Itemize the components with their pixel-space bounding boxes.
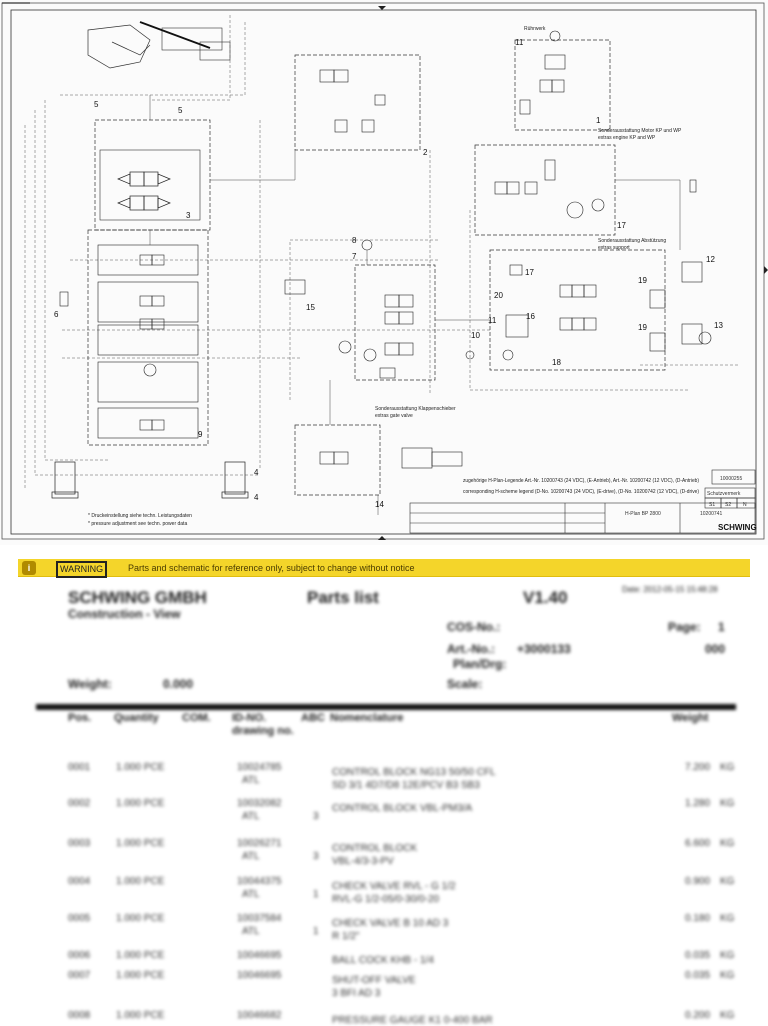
row-nomenclature-2: 3 BFI AD 3 bbox=[332, 988, 381, 999]
row-nomenclature: CHECK VALVE B 10 AD 3 bbox=[332, 918, 449, 929]
title-n: N bbox=[743, 502, 747, 508]
row-id-no: 10026271 bbox=[237, 838, 282, 849]
component-number: 17 bbox=[617, 221, 626, 230]
note-motor-kp: Sonderausstattung Motor KP und WP bbox=[598, 128, 682, 134]
page-marker-icon bbox=[378, 6, 386, 10]
row-pos: 0004 bbox=[68, 876, 91, 887]
component-number: 13 bbox=[714, 321, 723, 330]
note-abstuetzung-en: extras support bbox=[598, 245, 630, 251]
note-legend-en: corresponding H-scheme legend (D-No. 10200743 (24 VDC), (E-drive), (D-No. 10200742 (12 VDC), (D-drive) bbox=[463, 489, 700, 495]
row-weight: 0.200 bbox=[685, 1010, 711, 1021]
row-id-no: 10032082 bbox=[237, 798, 282, 809]
col-drawing-no: drawing no. bbox=[232, 725, 294, 737]
title-s1: S1 bbox=[709, 502, 716, 508]
row-weight: 1.280 bbox=[685, 798, 711, 809]
title-s2: S2 bbox=[725, 502, 732, 508]
row-nomenclature: CONTROL BLOCK NG13 50/50 CFL bbox=[332, 767, 496, 778]
row-abc: 3 bbox=[313, 811, 319, 822]
row-pos: 0006 bbox=[68, 950, 91, 961]
note-klappenschieber-en: extras gate valve bbox=[375, 413, 413, 419]
row-nomenclature-2: R 1/2" bbox=[332, 931, 360, 942]
row-weight-unit: KG bbox=[720, 838, 735, 849]
page-value: 1 bbox=[718, 620, 725, 634]
header-divider bbox=[36, 704, 736, 710]
row-pos: 0005 bbox=[68, 913, 91, 924]
row-nomenclature-2: RVL-G 1/2-05/0-30/0-20 bbox=[332, 894, 440, 905]
title-header-no: 10000255 bbox=[720, 476, 743, 482]
component-number: 20 bbox=[494, 291, 503, 300]
component-number: 19 bbox=[638, 276, 647, 285]
row-weight-unit: KG bbox=[720, 876, 735, 887]
row-drawing-no: ATL bbox=[242, 889, 260, 900]
row-pos: 0008 bbox=[68, 1010, 91, 1021]
parts-list bbox=[0, 580, 768, 1024]
row-nomenclature: BALL COCK KHB - 1/4 bbox=[332, 955, 434, 966]
component-number: 16 bbox=[526, 312, 535, 321]
component-number: 5 bbox=[94, 100, 99, 109]
title-drawing-no: 10200741 bbox=[700, 511, 723, 517]
col-id-no: ID-NO. bbox=[232, 712, 267, 724]
row-weight-unit: KG bbox=[720, 950, 735, 961]
row-nomenclature: SHUT-OFF VALVE bbox=[332, 975, 416, 986]
component-number: 7 bbox=[352, 252, 357, 261]
row-quantity: 1.000 PCE bbox=[116, 876, 165, 887]
row-id-no: 10024785 bbox=[237, 762, 282, 773]
component-number: 4 bbox=[254, 493, 259, 502]
component-number: 15 bbox=[306, 303, 315, 312]
row-drawing-no: ATL bbox=[242, 926, 260, 937]
row-weight-unit: KG bbox=[720, 970, 735, 981]
row-weight: 6.600 bbox=[685, 838, 711, 849]
row-id-no: 10046682 bbox=[237, 1010, 282, 1021]
print-date: Date: 2012-05-15 15:48:28 bbox=[622, 585, 718, 594]
row-id-no: 10044375 bbox=[237, 876, 282, 887]
art-no-value: +3000133 bbox=[517, 642, 571, 656]
row-id-no: 10037584 bbox=[237, 913, 282, 924]
note-motor-kp-en: extras engine KP and WP bbox=[598, 135, 656, 141]
weight-label: Weight: bbox=[68, 677, 112, 691]
row-nomenclature: CHECK VALVE RVL - G 1/2 bbox=[332, 881, 456, 892]
note-druck-en: * pressure adjustment see techn. power data bbox=[88, 521, 188, 527]
row-weight-unit: KG bbox=[720, 798, 735, 809]
row-weight: 0.035 bbox=[685, 970, 711, 981]
cos-no-label: COS-No.: bbox=[447, 620, 501, 634]
component-number: 9 bbox=[198, 430, 203, 439]
row-pos: 0002 bbox=[68, 798, 91, 809]
art-no-extra: 000 bbox=[705, 642, 726, 656]
banner-highlight[interactable]: WARNING bbox=[56, 561, 107, 578]
col-quantity: Quantity bbox=[114, 712, 159, 724]
row-drawing-no: ATL bbox=[242, 811, 260, 822]
page-marker-icon bbox=[378, 536, 386, 540]
row-weight: 7.200 bbox=[685, 762, 711, 773]
note-druck-de: * Druckeinstellung siehe techn. Leistungsdaten bbox=[88, 513, 192, 519]
row-weight-unit: KG bbox=[720, 762, 735, 773]
row-quantity: 1.000 PCE bbox=[116, 798, 165, 809]
row-weight: 0.035 bbox=[685, 950, 711, 961]
component-number: 11 bbox=[488, 316, 497, 325]
col-pos: Pos. bbox=[68, 712, 92, 724]
info-icon: i bbox=[22, 561, 36, 575]
weight-value: 0.000 bbox=[163, 677, 194, 691]
banner-message: Parts and schematic for reference only, subject to change without notice bbox=[128, 563, 415, 573]
plan-drawing-label: Plan/Drg: bbox=[453, 657, 507, 671]
col-abc: ABC bbox=[301, 712, 325, 724]
row-weight-unit: KG bbox=[720, 1010, 735, 1021]
col-nomenclature: Nomenclature bbox=[330, 712, 404, 724]
row-abc: 1 bbox=[313, 889, 319, 900]
row-quantity: 1.000 PCE bbox=[116, 950, 165, 961]
component-number: 4 bbox=[254, 468, 259, 477]
note-legend-de: zugehörige H-Plan-Legende Art.-Nr. 10200743 (24 VDC), (E-Antrieb), Art.-Nr. 10200742 (12 VDC), (D-Antrieb) bbox=[463, 478, 700, 484]
row-nomenclature: PRESSURE GAUGE K1 0-400 BAR bbox=[332, 1015, 493, 1026]
row-pos: 0003 bbox=[68, 838, 91, 849]
component-number: 8 bbox=[352, 236, 357, 245]
component-number: 10 bbox=[471, 331, 480, 340]
doc-title: Parts list bbox=[307, 588, 379, 607]
component-number: 19 bbox=[638, 323, 647, 332]
row-pos: 0001 bbox=[68, 762, 91, 773]
row-quantity: 1.000 PCE bbox=[116, 762, 165, 773]
col-weight: Weight bbox=[672, 712, 709, 724]
row-weight: 0.900 bbox=[685, 876, 711, 887]
row-nomenclature-2: VBL-4/3-3-PV bbox=[332, 856, 394, 867]
component-number: 14 bbox=[375, 500, 384, 509]
row-quantity: 1.000 PCE bbox=[116, 1010, 165, 1021]
schwing-logo: SCHWING bbox=[718, 523, 757, 532]
version: V1.40 bbox=[523, 588, 568, 607]
page-marker-icon bbox=[764, 266, 768, 274]
subtitle: Construction - View bbox=[68, 607, 181, 621]
scale-label: Scale: bbox=[447, 677, 483, 691]
component-number: 3 bbox=[186, 211, 191, 220]
company-name: SCHWING GMBH bbox=[68, 588, 207, 607]
note-ruehrwerk: Rührwerk bbox=[524, 26, 546, 32]
component-number: 1 bbox=[596, 116, 601, 125]
note-klappenschieber: Sonderausstattung Klappenschieber bbox=[375, 406, 456, 412]
row-quantity: 1.000 PCE bbox=[116, 838, 165, 849]
row-drawing-no: ATL bbox=[242, 775, 260, 786]
component-number: 2 bbox=[423, 148, 428, 157]
col-com: COM. bbox=[182, 712, 211, 724]
component-number: 6 bbox=[54, 310, 59, 319]
row-pos: 0007 bbox=[68, 970, 91, 981]
component-number: 12 bbox=[706, 255, 715, 264]
row-quantity: 1.000 PCE bbox=[116, 913, 165, 924]
component-number: 11 bbox=[515, 38, 524, 47]
row-abc: 3 bbox=[313, 851, 319, 862]
component-number: 17 bbox=[525, 268, 534, 277]
row-weight-unit: KG bbox=[720, 913, 735, 924]
row-nomenclature: CONTROL BLOCK VBL-PM3/A bbox=[332, 803, 473, 814]
title-plan: H-Plan BP 2800 bbox=[625, 511, 661, 517]
row-id-no: 10046695 bbox=[237, 950, 282, 961]
art-no-label: Art.-No.: bbox=[447, 642, 495, 656]
component-number: 18 bbox=[552, 358, 561, 367]
row-weight: 0.180 bbox=[685, 913, 711, 924]
note-abstuetzung: Sonderausstattung Abstützung bbox=[598, 238, 667, 244]
row-quantity: 1.000 PCE bbox=[116, 970, 165, 981]
row-nomenclature-2: SD 3/1 4D7/D8 12E/PCV B3 SB3 bbox=[332, 780, 480, 791]
page-label: Page: bbox=[668, 620, 701, 634]
row-abc: 1 bbox=[313, 926, 319, 937]
row-nomenclature: CONTROL BLOCK bbox=[332, 843, 418, 854]
row-id-no: 10046695 bbox=[237, 970, 282, 981]
component-number: 5 bbox=[178, 106, 183, 115]
row-drawing-no: ATL bbox=[242, 851, 260, 862]
notice-banner bbox=[18, 559, 750, 577]
title-sicherheit: Schutzvermerk bbox=[707, 491, 741, 497]
